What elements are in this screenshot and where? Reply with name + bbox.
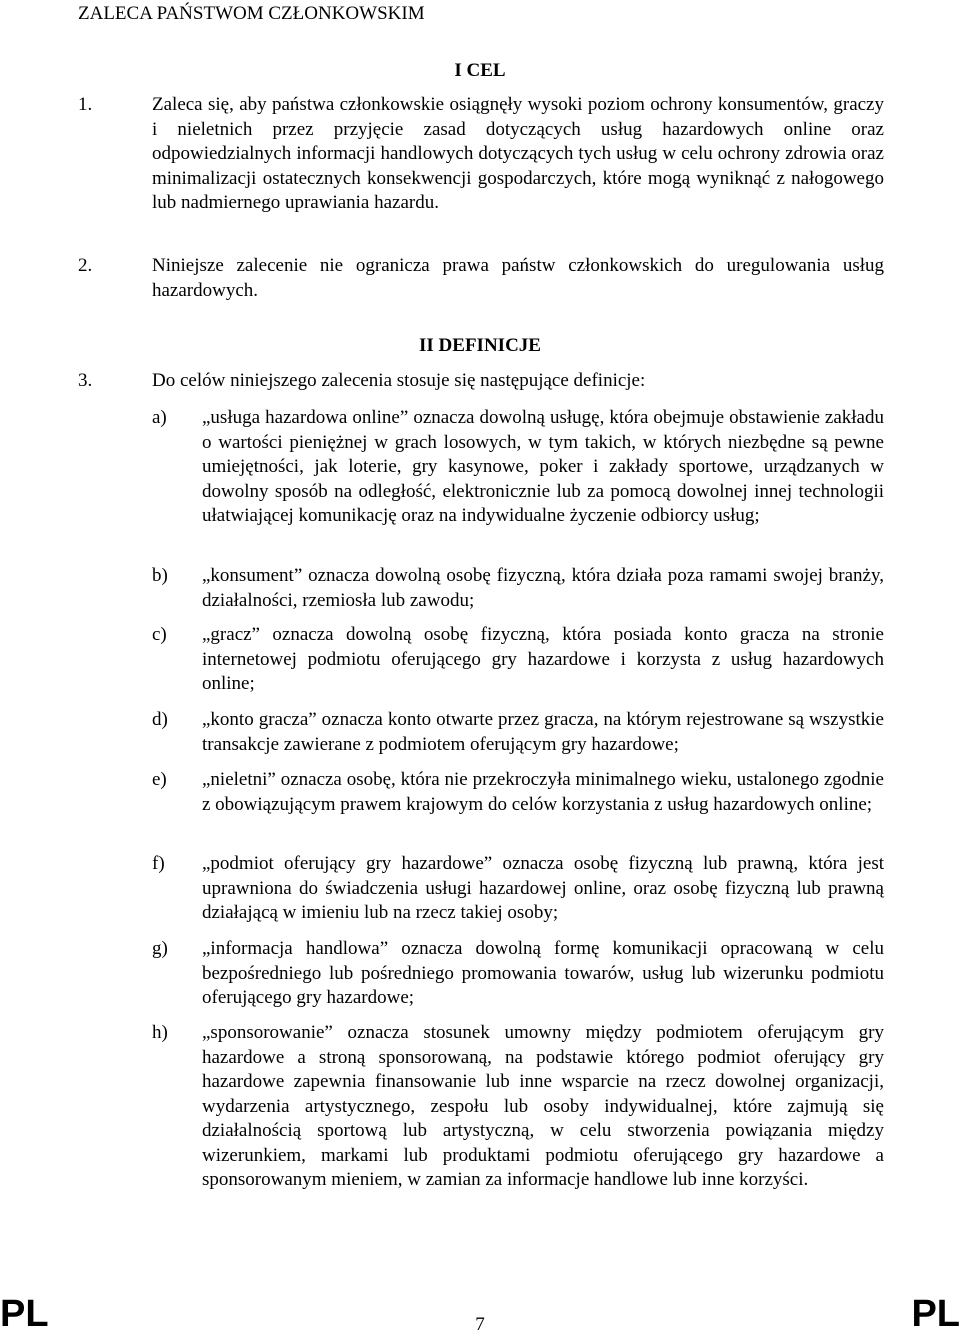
point-text: Do celów niniejszego zalecenia stosuje się następujące definicje: xyxy=(152,370,646,391)
numbered-point-1 xyxy=(78,93,884,216)
definition-item-c xyxy=(152,623,884,697)
definition-letter: g) xyxy=(152,938,168,959)
numbered-point-3 xyxy=(78,369,884,394)
definition-item-f xyxy=(152,852,884,926)
definition-text: „gracz” oznacza dowolną osobę fizyczną, która posiada konto gracza na stronie internetowej podmiotu oferującego gry hazardowe i korzysta z usług hazardowych online; xyxy=(202,624,884,694)
definition-letter: e) xyxy=(152,769,167,790)
definition-letter: c) xyxy=(152,624,167,645)
footer-language-left: PL xyxy=(0,1293,49,1335)
section-title-cel: I CEL xyxy=(454,60,506,81)
page-number: 7 xyxy=(475,1314,485,1335)
definition-letter: a) xyxy=(152,407,167,428)
definition-item-a xyxy=(152,406,884,529)
footer-language-right: PL xyxy=(911,1293,960,1335)
definition-text: „nieletni” oznacza osobę, która nie przekroczyła minimalnego wieku, ustalonego zgodnie z obowiązującym prawem krajowym do celów korzystania z usług hazardowych online; xyxy=(202,769,884,815)
point-number: 2. xyxy=(78,255,93,276)
definition-letter: d) xyxy=(152,709,168,730)
definition-item-e xyxy=(152,768,884,817)
definition-text: „informacja handlowa” oznacza dowolną formę komunikacji opracowaną w celu bezpośredniego lub pośredniego promowania towarów, usług lub wizerunku podmiotu oferującego gry hazardowe; xyxy=(202,938,884,1008)
definition-letter: f) xyxy=(152,853,165,874)
definition-item-b xyxy=(152,564,884,613)
definition-item-h xyxy=(152,1021,884,1193)
section-title-definicje: II DEFINICJE xyxy=(419,335,541,356)
point-text: Niniejsze zalecenie nie ogranicza prawa państw członkowskich do uregulowania usług hazardowych. xyxy=(152,255,884,301)
document-heading: ZALECA PAŃSTWOM CZŁONKOWSKIM xyxy=(78,3,425,24)
definition-text: „usługa hazardowa online” oznacza dowolną usługę, która obejmuje obstawienie zakładu o wartości pieniężnej w grach losowych, w tym takich, w których niezbędne są pewne umiejętności, jak loterie, gry kasynowe, poker i zakłady sportowe, urządzanych w dowolny sposób na odległość, elektronicznie lub za pomocą dowolnej innej technologii ułatwiającej komunikację oraz na indywidualne życzenie odbiorcy usług; xyxy=(202,407,884,526)
definition-item-g xyxy=(152,937,884,1011)
definition-letter: h) xyxy=(152,1022,168,1043)
point-number: 3. xyxy=(78,370,93,391)
definition-text: „konsument” oznacza dowolną osobę fizyczną, która działa poza ramami swojej branży, działalności, rzemiosła lub zawodu; xyxy=(202,565,884,611)
definition-text: „podmiot oferujący gry hazardowe” oznacza osobę fizyczną lub prawną, która jest uprawniona do świadczenia usługi hazardowej online, oraz osobę fizyczną lub prawną działającą w imieniu lub na rzecz takiej osoby; xyxy=(202,853,884,923)
point-text: Zaleca się, aby państwa członkowskie osiągnęły wysoki poziom ochrony konsumentów, graczy i nieletnich przez przyjęcie zasad dotyczących usług hazardowych online oraz odpowiedzialnych informacji handlowych dotyczących tych usług w celu ochrony zdrowia oraz minimalizacji ostatecznych konsekwencji gospodarczych, które mogą wyniknąć z nałogowego lub nadmiernego uprawiania hazardu. xyxy=(152,94,884,213)
definition-item-d xyxy=(152,708,884,757)
definition-letter: b) xyxy=(152,565,168,586)
point-number: 1. xyxy=(78,94,93,115)
definition-text: „konto gracza” oznacza konto otwarte przez gracza, na którym rejestrowane są wszystkie transakcje zawierane z podmiotem oferującym gry hazardowe; xyxy=(202,709,884,755)
definition-text: „sponsorowanie” oznacza stosunek umowny między podmiotem oferującym gry hazardowe a stroną sponsorowaną, na podstawie którego podmiot oferujący gry hazardowe zapewnia finansowanie lub inne wsparcie na rzecz dowolnej organizacji, wydarzenia artystycznego, zespołu lub osoby indywidualnej, które zajmują się działalnością sportową lub artystyczną, w celu stworzenia powiązania między wizerunkiem, markami lub produktami podmiotu oferującego gry hazardowe a sponsorowanym mieniem, w zamian za informacje handlowe lub inne korzyści. xyxy=(202,1022,884,1190)
numbered-point-2 xyxy=(78,254,884,303)
